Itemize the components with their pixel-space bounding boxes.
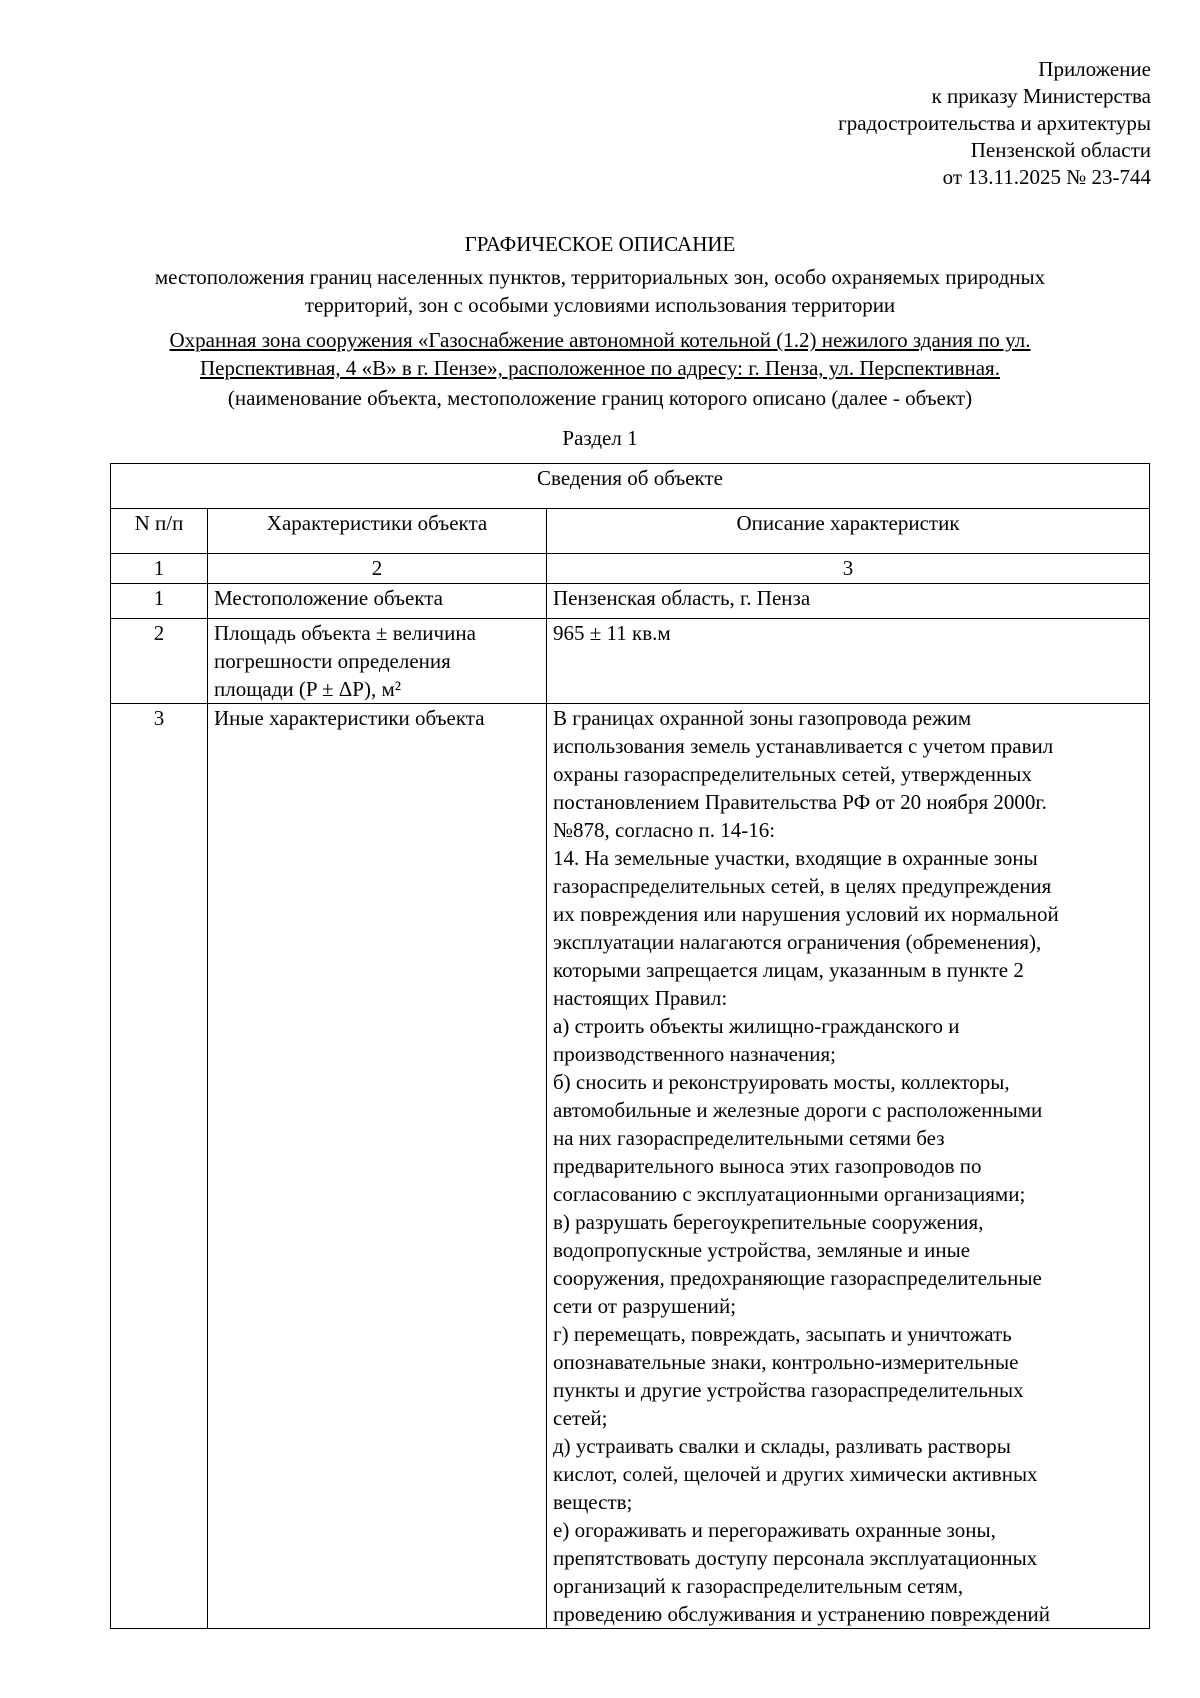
- approval-line: Пензенской области: [970, 138, 1151, 162]
- description-line: опознавательные знаки, контрольно-измерительные: [553, 1350, 1019, 1374]
- row-characteristic: [208, 704, 547, 1629]
- characteristic-line: Иные характеристики объекта: [214, 706, 485, 730]
- description-line: согласованию с эксплуатационными организациями;: [553, 1182, 1026, 1206]
- description-line: препятствовать доступу персонала эксплуатационных: [553, 1546, 1038, 1570]
- document-title: ГРАФИЧЕСКОЕ ОПИСАНИЕ: [464, 232, 736, 256]
- approval-block: [838, 56, 1151, 191]
- table-row: [111, 584, 1150, 619]
- document-subtitle: [100, 263, 1100, 319]
- approval-line: градостроительства и архитектуры: [838, 111, 1151, 135]
- description-line: веществ;: [553, 1490, 633, 1514]
- characteristic-line: площади (P ± ΔP), м²: [214, 677, 402, 701]
- description-line: организаций к газораспределительным сетям,: [553, 1574, 964, 1598]
- row-number: 2: [111, 619, 208, 704]
- table-header-row: [111, 509, 1150, 554]
- description-line: эксплуатации налагаются ограничения (обременения),: [553, 930, 1042, 954]
- object-name-line: Перспективная, 4 «В» в г. Пензе», расположенное по адресу: г. Пенза, ул. Перспективная.: [200, 356, 1000, 380]
- table-row: [111, 704, 1150, 1629]
- description-line: а) строить объекты жилищно-гражданского и: [553, 1014, 960, 1038]
- table-title-row: [111, 464, 1150, 509]
- description-line: постановлением Правительства РФ от 20 ноября 2000г.: [553, 790, 1047, 814]
- description-line: сооружения, предохраняющие газораспределительные: [553, 1266, 1042, 1290]
- description-line: производственного назначения;: [553, 1042, 836, 1066]
- column-number: 1: [111, 554, 208, 584]
- approval-line: Приложение: [1038, 57, 1151, 81]
- description-line: водопропускные устройства, земляные и иные: [553, 1238, 971, 1262]
- description-line: которыми запрещается лицам, указанным в пункте 2: [553, 958, 1024, 982]
- object-name-line: Охранная зона сооружения «Газоснабжение автономной котельной (1.2) нежилого здания по ул.: [169, 328, 1031, 352]
- row-description: [547, 704, 1150, 1629]
- row-number: 1: [111, 584, 208, 619]
- description-line: 14. На земельные участки, входящие в охранные зоны: [553, 846, 1038, 870]
- object-caption: (наименование объекта, местоположение границ которого описано (далее - объект): [227, 386, 973, 410]
- description-line: №878, согласно п. 14-16:: [553, 818, 776, 842]
- approval-line: к приказу Министерства: [931, 84, 1151, 108]
- description-line: пункты и другие устройства газораспределительных: [553, 1378, 1024, 1402]
- description-line: е) огораживать и перегораживать охранные зоны,: [553, 1518, 996, 1542]
- description-line: сети от разрушений;: [553, 1294, 737, 1318]
- section-label: Раздел 1: [562, 426, 638, 450]
- table-row: [111, 619, 1150, 704]
- description-line: д) устраивать свалки и склады, разливать растворы: [553, 1434, 1011, 1458]
- column-number: 2: [208, 554, 547, 584]
- description-line: В границах охранной зоны газопровода режим: [553, 706, 972, 730]
- header-number: N п/п: [111, 509, 208, 554]
- description-line: в) разрушать берегоукрепительные сооружения,: [553, 1210, 984, 1234]
- header-characteristics: Характеристики объекта: [208, 509, 547, 554]
- description-line: использования земель устанавливается с учетом правил: [553, 734, 1054, 758]
- row-characteristic: [208, 619, 547, 704]
- characteristic-line: погрешности определения: [214, 649, 451, 673]
- description-line: г) перемещать, повреждать, засыпать и уничтожать: [553, 1322, 1012, 1346]
- row-description: [547, 584, 1150, 619]
- subtitle-line: территорий, зон с особыми условиями использования территории: [304, 293, 896, 317]
- column-numbers-row: [111, 554, 1150, 584]
- characteristic-line: Площадь объекта ± величина: [214, 621, 476, 645]
- characteristic-line: Местоположение объекта: [214, 586, 444, 610]
- description-line: Пензенская область, г. Пенза: [553, 586, 811, 610]
- description-line: их повреждения или нарушения условий их нормальной: [553, 902, 1059, 926]
- object-name: [90, 326, 1110, 382]
- subtitle-line: местоположения границ населенных пунктов, территориальных зон, особо охраняемых природных: [154, 265, 1046, 289]
- description-line: б) сносить и реконструировать мосты, коллекторы,: [553, 1070, 1010, 1094]
- row-description: [547, 619, 1150, 704]
- description-line: сетей;: [553, 1406, 608, 1430]
- object-info-table: [110, 463, 1150, 1629]
- description-line: охраны газораспределительных сетей, утвержденных: [553, 762, 1032, 786]
- description-line: на них газораспределительными сетями без: [553, 1126, 945, 1150]
- description-line: газораспределительных сетей, в целях предупреждения: [553, 874, 1052, 898]
- column-number: 3: [547, 554, 1150, 584]
- description-line: проведению обслуживания и устранению повреждений: [553, 1602, 1051, 1626]
- row-number: 3: [111, 704, 208, 1629]
- row-characteristic: [208, 584, 547, 619]
- description-line: предварительного выноса этих газопроводов по: [553, 1154, 982, 1178]
- description-line: автомобильные и железные дороги с расположенными: [553, 1098, 1043, 1122]
- approval-date-number: от 13.11.2025 № 23-744: [942, 165, 1151, 189]
- description-line: кислот, солей, щелочей и других химически активных: [553, 1462, 1038, 1486]
- description-line: настоящих Правил:: [553, 986, 728, 1010]
- header-description: Описание характеристик: [547, 509, 1150, 554]
- description-line: 965 ± 11 кв.м: [553, 621, 671, 645]
- table-title: Сведения об объекте: [111, 464, 1150, 509]
